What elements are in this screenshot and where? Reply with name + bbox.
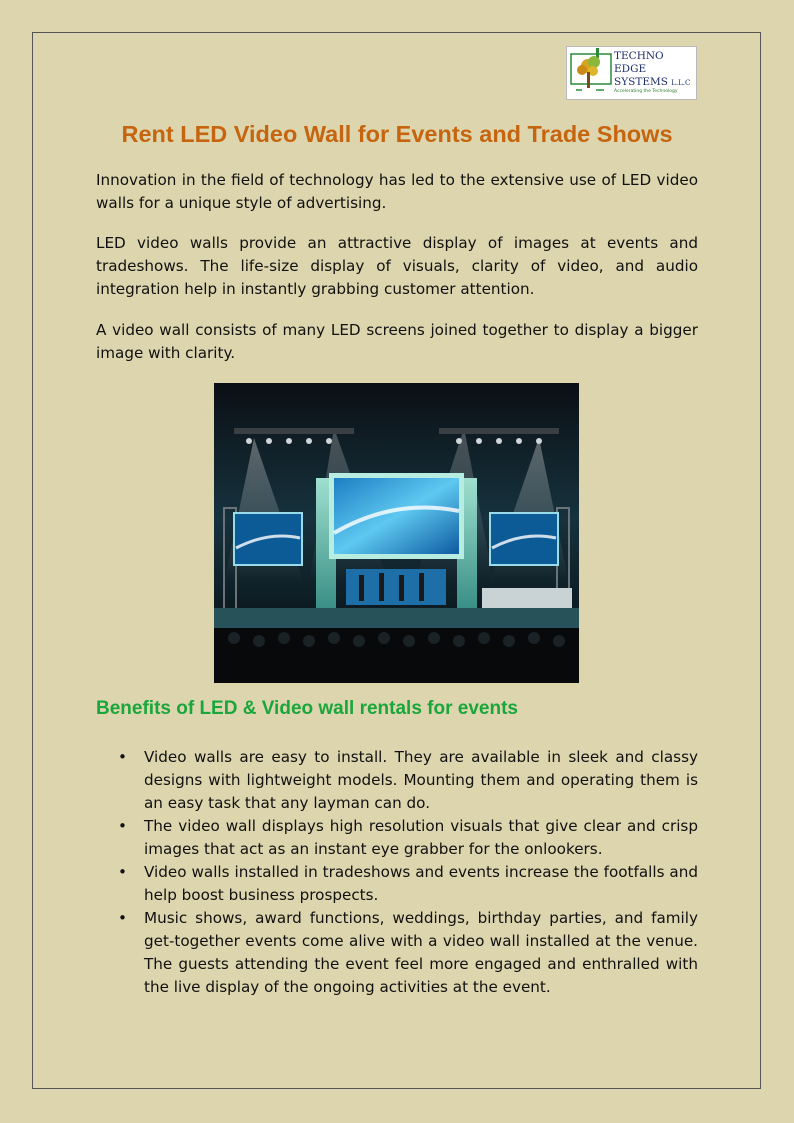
definition-paragraph: A video wall consists of many LED screens joined together to display a bigger image with clarity. — [96, 321, 698, 362]
benefit-text: Video walls installed in tradeshows and events increase the footfalls and help boost business prospects. — [144, 863, 698, 904]
logo-line-edge: EDGE — [614, 63, 647, 75]
logo-tagline: Accelerating the Technology — [614, 89, 678, 94]
benefit-text: Video walls are easy to install. They are available in sleek and classy designs with lightweight models. Mounting them and operating them is an easy task that any layman can do. — [144, 748, 698, 812]
intro-paragraph: Innovation in the field of technology has led to the extensive use of LED video walls for a unique style of advertising. — [96, 171, 698, 212]
bullet-icon: • — [118, 817, 127, 835]
bullet-icon: • — [118, 748, 127, 766]
page-title: Rent LED Video Wall for Events and Trade Shows — [121, 121, 673, 147]
list-item — [96, 861, 698, 907]
bullet-icon: • — [118, 909, 127, 927]
list-item — [96, 815, 698, 861]
led-stage-image — [214, 383, 579, 683]
benefits-heading: Benefits of LED & Video wall rentals for events — [96, 698, 518, 719]
logo-line-techno: TECHNO — [614, 50, 664, 62]
benefit-text: Music shows, award functions, weddings, birthday parties, and family get-together events come alive with a video wall installed at the venue. The guests attending the event feel more engaged and enthralled with the live display of the ongoing activities at the event. — [144, 909, 698, 996]
display-paragraph: LED video walls provide an attractive display of images at events and tradeshows. The life-size display of visuals, clarity of video, and audio integration help in instantly grabbing customer attention. — [96, 234, 698, 298]
logo-line-systems — [614, 76, 690, 90]
logo-wordmark — [614, 50, 690, 90]
list-item — [96, 746, 698, 815]
bullet-icon: • — [118, 863, 127, 881]
list-item — [96, 907, 698, 999]
company-logo — [566, 46, 697, 100]
logo-suffix: L.L.C — [671, 79, 691, 87]
logo-tree-icon — [568, 48, 614, 100]
benefit-text: The video wall displays high resolution visuals that give clear and crisp images that act as an instant eye grabber for the onlookers. — [144, 817, 698, 858]
benefits-list — [96, 746, 698, 999]
logo-systems-word: SYSTEMS — [614, 76, 668, 88]
